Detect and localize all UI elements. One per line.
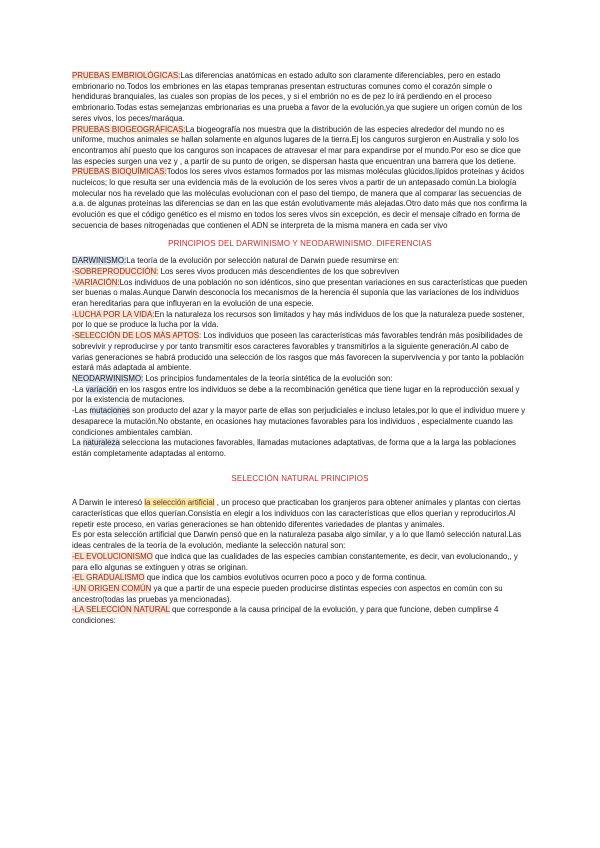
paragraph-seleccion-artificial xyxy=(72,498,528,530)
paragraph-sobreproduccion xyxy=(72,267,528,278)
paragraph-variacion xyxy=(72,278,528,310)
label-origen-comun: -UN ORIGEN COMÚN xyxy=(72,583,152,593)
heading-principios-darwinismo: PRINCIPIOS DEL DARWINISMO Y NEODARWINISMO. DIFERENCIAS xyxy=(168,238,432,248)
text-darwinismo: La teoría de la evolución por selección natural de Darwin puede resumirse en: xyxy=(126,256,400,266)
text-neo-variacion-pre: -La xyxy=(72,384,86,394)
highlight-naturaleza: naturaleza xyxy=(82,438,120,448)
label-darwinismo: DARWINISMO: xyxy=(72,256,127,266)
paragraph-seleccion-natural xyxy=(72,605,528,626)
paragraph-biochemical xyxy=(72,167,528,231)
label-variacion: -VARIACIÓN: xyxy=(72,277,120,287)
paragraph-neo-naturaleza xyxy=(72,438,528,459)
text-gradualismo: que indica que los cambios evolutivos ocurren poco a poco y de forma continua. xyxy=(144,573,427,583)
text-pruebas-biogeograficas: La biogeografía nos muestra que la distribución de las especies alrededor del mundo no es uniforme, muchos animales se hallan solamente en algunos lugares de la tierra.Ej los canguros surgieron en Australia y solo los encontramos ahí puesto que los canguros son incapaces de atravesar el mar para expandirse por el mundo.Por eso se dice que las especies surgen una vez y , a partir de su punto de origen, se dispersan hasta que encuentran una barrera que los detiene. xyxy=(72,124,521,166)
text-neo-naturaleza: selecciona las mutaciones favorables, llamadas mutaciones adaptativas, de forma que a la larga las poblaciones están completamente adaptadas al entorno. xyxy=(72,438,516,458)
text-neodarwinismo: Los principios fundamentales de la teoría sintética de la evolución son: xyxy=(143,373,393,383)
label-pruebas-embriologicas: PRUEBAS EMBRIOLÓGICAS: xyxy=(72,71,181,80)
text-neo-mutaciones-pre: -Las xyxy=(72,406,90,416)
text-seleccion-artificial: , un proceso que practicaban los granjeros para obtener animales y plantas con ciertas características que ellos querían.Consistía en elegir a los individuos con las características que ellos querían y reproducirlos.Al repetir este proceso, en varias generaciones se han obtenido diferentes variedades de plantas y animales. xyxy=(72,498,521,529)
paragraph-gradualismo xyxy=(72,573,528,584)
text-pruebas-bioquimicas: Todos los seres vivos estamos formados por las mismas moléculas glúcidos,lípidos proteínas y ácidos nucleicos; lo que resulta ser una evidencia más de la evolución de los seres vivos a partir de un antepasado común.La biología molecular nos ha revelado que las moléculas evolucionan con el paso del tiempo, de manera que al comparar las secuencias de a.a. de algunas proteínas las diferencias se dan en las que están evolutivamente más alejadas.Otro dato más que nos confirma la evolución es que el código genético es el mismo en todos los seres vivos sin excepción, es decir el mensaje cifrado en forma de secuencia de bases nitrogenadas que contienen el ADN se interpreta de la misma manera en cada ser vivo xyxy=(72,167,527,230)
text-variacion: Los individuos de una población no son idénticos, sino que presentan variaciones en sus características que pueden ser buenas o malas.Aunque Darwin desconocía los mecanismos de la herencia él suponía que las variaciones de los individuos eran hereditarias para que influyeran en la evolución de una especie. xyxy=(72,277,528,309)
label-pruebas-biogeograficas: PRUEBAS BIOGEOGRÁFICAS: xyxy=(72,124,186,134)
paragraph-embryological xyxy=(72,71,528,125)
paragraph-evolucionismo xyxy=(72,552,528,573)
label-neodarwinismo: NEODARWINISMO: xyxy=(72,373,144,383)
paragraph-lucha xyxy=(72,310,528,331)
text-origen-comun: ya que a partir de una especie pueden producirse distintas especies con aspectos en común con su ancestro(todas las pruebas ya mencionadas). xyxy=(72,583,503,604)
text-neo-variacion: en los rasgos entre los individuos se debe a la recombinación genética que tiene lugar en la reproducción sexual y por la existencia de mutaciones. xyxy=(72,384,520,405)
label-seleccion-natural: -LA SELECCIÓN NATURAL xyxy=(72,605,170,615)
text-seleccion-natural: que corresponde a la causa principal de la evolución, y para que funcione, deben cumplirse 4 condiciones: xyxy=(72,605,499,626)
paragraph-darwinismo xyxy=(72,256,528,267)
label-sobreproduccion: -SOBREPRODUCCIÓN: xyxy=(72,266,159,276)
text-lucha-por-la-vida: En la naturaleza los recursos son limitados y hay más individuos de los que la naturaleza puede sostener, por lo que se produce la lucha por la vida. xyxy=(72,309,525,330)
document-body xyxy=(72,71,528,627)
paragraph-origen-comun xyxy=(72,584,528,605)
paragraph-neo-variacion xyxy=(72,385,528,406)
paragraph-seleccion-natural-intro: Es por esta selección artificial que Darwin pensó que en la naturaleza pasaba algo similar, y a lo que llamó selección natural.Las ideas centrales de la teoría de la evolución, mediante la selección natural son: xyxy=(72,530,522,551)
highlight-mutaciones: mutaciones xyxy=(89,406,130,416)
text-darwin-intro: A Darwin le interesó xyxy=(72,498,145,508)
paragraph-biogeographic xyxy=(72,125,528,168)
label-seleccion-aptos: -SELECCIÓN DE LOS MÁS APTOS xyxy=(72,331,200,341)
text-sobreproduccion: Los seres vivos producen más descendientes de los que sobreviven xyxy=(158,266,400,276)
text-seleccion-aptos: : Los individuos que poseen las características más favorables tendrán más posibilidades de sobrevivir y reproducirse y por tanto transmitir esos caracteres favorables y transmitirlos a la siguiente generación.Al cabo de varias generaciones se habrá producido una selección de los rasgos que más favorecen la supervivencia y por tanto la población estará más adaptada al ambiente. xyxy=(72,331,524,373)
label-gradualismo: -EL GRADUALISMO xyxy=(72,573,145,583)
label-lucha-por-la-vida: -LUCHA POR LA VIDA: xyxy=(72,309,155,319)
paragraph-neodarwinismo xyxy=(72,374,528,385)
paragraph-seleccion-aptos xyxy=(72,331,528,374)
paragraph-neo-mutaciones xyxy=(72,406,528,438)
heading-seleccion-natural: SELECCIÓN NATURAL PRINCIPIOS xyxy=(231,473,369,483)
highlight-seleccion-artificial: la selección artificial xyxy=(144,498,215,508)
text-neo-mutaciones: son producto del azar y la mayor parte de ellas son perjudiciales e incluso letales,por lo que el individuo muere y desaparece la mutación.No obstante, en ocasiones hay mutaciones favorables para los individuos , especialmente cuando las condiciones ambientales cambian. xyxy=(72,406,526,437)
label-evolucionismo: -EL EVOLUCIONISMO xyxy=(72,551,153,561)
text-evolucionismo: que indica que las cualidades de las especies cambian constantemente, es decir, van evolucionando,, y para ello algunas se extinguen y otras se originan. xyxy=(72,551,518,572)
label-pruebas-bioquimicas: PRUEBAS BIOQUÍMICAS: xyxy=(72,167,167,177)
text-neo-naturaleza-pre: La xyxy=(72,438,83,448)
highlight-variacion: variación xyxy=(85,384,118,394)
text-pruebas-embriologicas: Las diferencias anatómicas en estado adulto son claramente diferenciables, pero en estado embrionario no.Todos los embriones en las etapas tempranas presentan estructuras comunes como el corazón simple o hendiduras branquiales, las cuales son propias de los peces, y si el embrión no es de pez lo irá perdiendo en el proceso embrionario.Todas estas semejanzas embrionarias es una prueba a favor de la evolución,ya que sugiere un origen común de los seres vivos, los peces/maráqua. xyxy=(72,71,523,123)
